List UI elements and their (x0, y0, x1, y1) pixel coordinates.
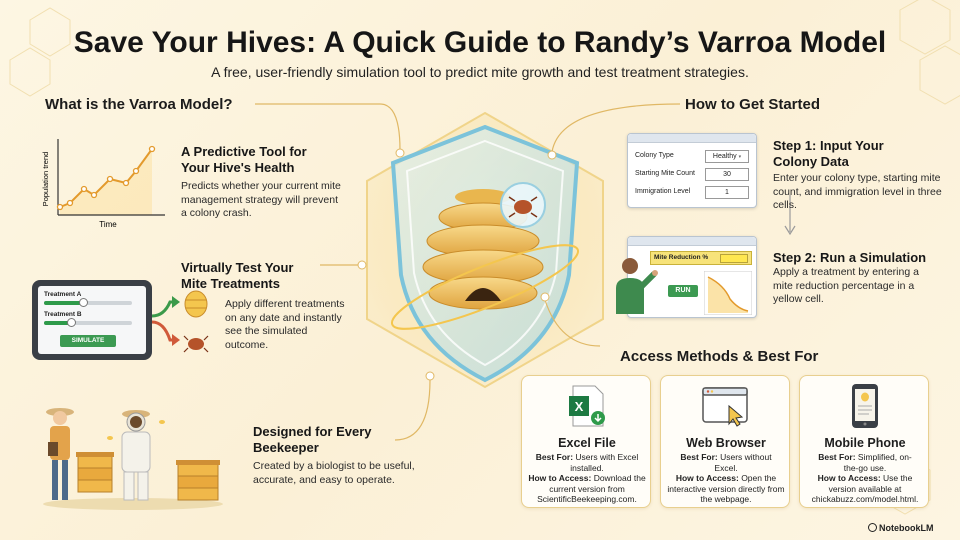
mite-decline-mini-chart (704, 271, 752, 315)
mobile-best-text: Simplified, on-the-go use. (843, 452, 912, 473)
mite-reduction-input[interactable] (720, 254, 748, 263)
tablet-illustration (32, 280, 152, 360)
virtual-test-title (181, 260, 331, 291)
step1-title-line-2: Colony Data (773, 153, 849, 169)
step2-title: Step 2: Run a Simulation (773, 250, 927, 265)
virtual-test-title-line-1: Virtually Test Your (181, 260, 294, 275)
mobile-card-title: Mobile Phone (824, 436, 906, 450)
designed-title-line-1: Designed for Every (253, 424, 372, 439)
predictive-title-line-1: A Predictive Tool for (181, 144, 307, 159)
designed-title-line-2: Beekeeper (253, 439, 319, 455)
step1-title-line-1: Step 1: Input Your (773, 138, 884, 153)
tablet-label-b: Treatment B (44, 311, 82, 318)
simulate-button[interactable]: SIMULATE (60, 335, 116, 347)
access-section-heading: Access Methods & Best For (620, 348, 819, 365)
notebooklm-brand (868, 523, 934, 533)
mobile-how-label: How to Access: (817, 473, 881, 483)
chevron-down-icon: ▾ (738, 154, 742, 160)
colony-type-select[interactable] (705, 150, 749, 163)
web-card-how-to (667, 473, 785, 505)
web-how-label: How to Access: (675, 473, 739, 483)
web-card-title: Web Browser (686, 436, 766, 450)
chart-y-axis-label: Population trend (41, 151, 50, 207)
colony-type-value: Healthy (712, 153, 737, 160)
mobile-card-how-to (806, 473, 924, 505)
colony-data-form (627, 133, 757, 208)
mite-count-label: Starting Mite Count (635, 170, 695, 177)
mobile-best-label: Best For: (818, 452, 856, 462)
population-trend-chart (40, 135, 170, 230)
mobile-card-best-for (814, 452, 916, 473)
virtual-test-title-line-2: Mite Treatments (181, 275, 280, 291)
web-how-text: Open the interactive version directly from the webpage. (667, 473, 785, 505)
notebooklm-logo-icon (868, 523, 877, 532)
mite-count-input[interactable]: 30 (705, 168, 749, 181)
page-subtitle: A free, user-friendly simulation tool to predict mite growth and test treatment strategies. (211, 64, 749, 80)
predictive-title-line-2: Your Hive's Health (181, 159, 295, 175)
predictive-tool-text: Predicts whether your current mite management strategy will prevent a colony crash. (181, 180, 341, 220)
tablet-label-a: Treatment A (44, 291, 82, 298)
beekeepers-illustration (38, 400, 228, 512)
mobile-how-text: Use the version available at chickabuzz.com/model.html. (811, 473, 919, 505)
treatment-b-slider[interactable] (44, 321, 132, 325)
excel-file-card (521, 375, 651, 508)
step1-text: Enter your colony type, starting mite count, and immigration level in three cells. (773, 172, 942, 212)
designed-text: Created by a biologist to be useful, accurate, and easy to operate. (253, 460, 415, 486)
svg-text:X: X (574, 399, 584, 414)
mobile-phone-icon (850, 382, 880, 430)
colony-type-label: Colony Type (635, 152, 674, 159)
excel-card-best-for (530, 452, 644, 473)
browser-window-icon (701, 386, 751, 428)
started-section-heading: How to Get Started (685, 96, 821, 113)
designed-title (253, 424, 413, 455)
excel-card-title: Excel File (558, 436, 616, 450)
web-best-label: Best For: (680, 452, 718, 462)
page-title: Save Your Hives: A Quick Guide to Randy’s Varroa Model (73, 26, 887, 59)
step1-title (773, 138, 943, 169)
excel-best-text: Users with Excel installed. (570, 452, 639, 473)
step2-text: Apply a treatment by entering a mite reduction percentage in a yellow cell. (773, 266, 919, 306)
web-browser-card (660, 375, 790, 508)
excel-how-label: How to Access: (528, 473, 592, 483)
mite-reduction-label: Mite Reduction % (654, 254, 709, 261)
web-card-best-for (669, 452, 783, 473)
what-section-heading: What is the Varroa Model? (45, 96, 233, 113)
user-pointing-illustration (612, 254, 662, 314)
treatment-a-slider[interactable] (44, 301, 132, 305)
immigration-level-input[interactable]: 1 (705, 186, 749, 199)
web-best-text: Users without Excel. (714, 452, 772, 473)
run-button[interactable]: RUN (668, 285, 698, 297)
excel-how-text: Download the current version from ScientificBeekeeping.com. (537, 473, 646, 505)
excel-file-icon (565, 384, 609, 428)
brand-label: NotebookLM (879, 523, 934, 533)
predictive-tool-title (181, 144, 351, 175)
mobile-phone-card (799, 375, 929, 508)
treatment-outcome-arrows (150, 288, 225, 358)
immigration-level-label: Immigration Level (635, 188, 691, 195)
chart-x-axis-label: Time (99, 220, 117, 229)
excel-card-how-to (528, 473, 646, 505)
virtual-test-text: Apply different treatments on any date and instantly see the simulated outcome. (225, 298, 345, 351)
excel-best-label: Best For: (535, 452, 574, 462)
